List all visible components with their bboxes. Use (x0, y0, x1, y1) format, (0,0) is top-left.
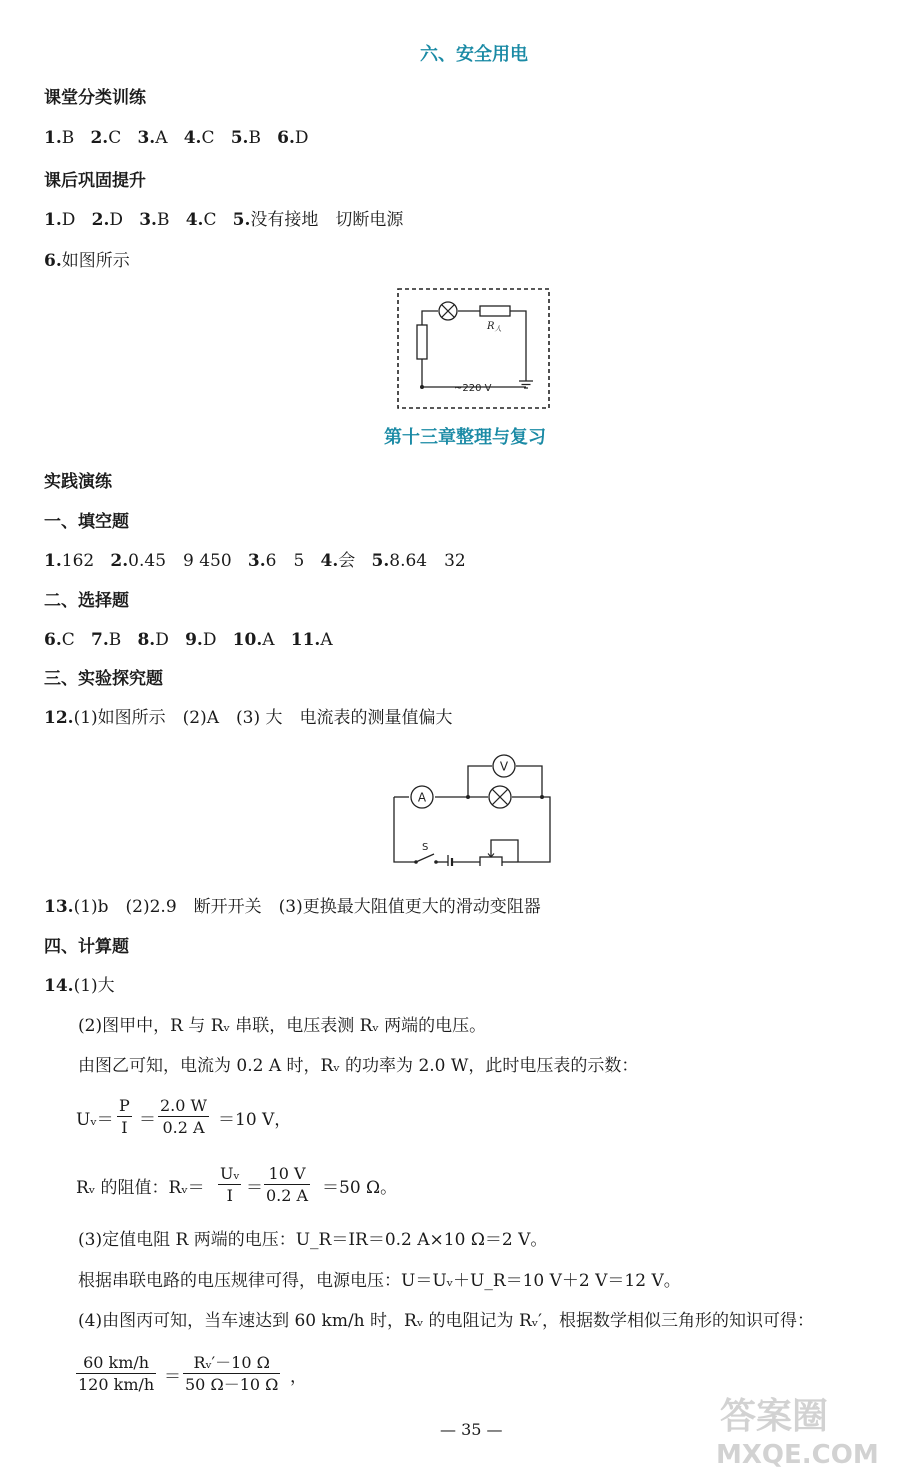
wire-volt-right (516, 766, 542, 797)
heading-after-class: 课后巩固提升 (44, 171, 146, 191)
choice-answers: 6.C 7.B 8.D 9.D 10.A 11.A (44, 630, 333, 650)
chapter-title: 第十三章整理与复习 (384, 427, 546, 448)
eq3-equals: ＝ (164, 1367, 181, 1387)
svg-text:S: S (422, 842, 429, 853)
calc-q14: 14.(1)大 (44, 976, 115, 996)
eq1-result: ＝10 V， (218, 1110, 292, 1130)
junction-right (540, 795, 544, 799)
eq2-fraction-1: $\frac{\text{Uᵥ}}{I}$ (220, 1164, 240, 1205)
voltmeter-icon (493, 755, 515, 777)
heading-choice: 二、选择题 (44, 591, 129, 611)
wire-top-left (422, 311, 438, 325)
eq3-fraction-1: $\frac{60 km/h}{120 km/h}$ (78, 1353, 155, 1394)
after-class-answers: 1.D 2.D 3.B 4.C 5.没有接地 切断电源 (44, 210, 404, 230)
figure-household-circuit (396, 287, 552, 411)
class-practice-answers: 1.B 2.C 3.A 4.C 5.B 6.D (44, 128, 309, 148)
eq1-lhs: Uᵥ＝ (76, 1110, 114, 1130)
calc-line-6: 根据串联电路的电压规律可得，电源电压：U＝Uᵥ＋U_R＝10 V＋2 V＝12 V。 (78, 1271, 681, 1291)
battery-icon (448, 855, 452, 866)
eq1-fraction-2: $\frac{2.0 W}{0.2 A}$ (160, 1096, 207, 1137)
junction-left (466, 795, 470, 799)
svg-text:A: A (417, 790, 427, 805)
heading-fill-blank: 一、填空题 (44, 512, 129, 532)
junction-dot (420, 385, 424, 389)
experiment-q12: 12.(1)如图所示 (2)A (3) 大 电流表的测量值偏大 (44, 708, 453, 728)
svg-text:V: V (499, 759, 509, 774)
watermark-logo: 答案圈 (720, 1396, 829, 1437)
eq2-fraction-2: $\frac{10 V}{0.2 A}$ (266, 1164, 309, 1205)
page-number: — 35 — (440, 1420, 503, 1439)
after-class-q6: 6.如图所示 (44, 251, 130, 271)
calc-line-5: (3)定值电阻 R 两端的电压：U_R＝IR＝0.2 A×10 Ω＝2 V。 (78, 1230, 548, 1250)
calc-line-7: (4)由图丙可知，当车速达到 60 km/h 时，Rᵥ 的电阻记为 Rᵥ′，根据数学相似三角形的知识可得： (78, 1311, 814, 1331)
section-title: 六、安全用电 (420, 44, 528, 65)
switch-icon (414, 842, 438, 864)
figure-measurement-circuit (388, 744, 554, 866)
wire-volt-left (468, 766, 492, 797)
lamp-icon (439, 302, 457, 320)
heading-practice: 实践演练 (44, 472, 112, 492)
fill-blank-answers: 1.162 2.0.45 9 450 3.6 5 4.会 5.8.64 32 (44, 551, 466, 571)
calc-line-2: 由图乙可知，电流为 0.2 A 时，Rᵥ 的功率为 2.0 W，此时电压表的示数： (78, 1056, 639, 1076)
eq2-result: ＝50 Ω。 (322, 1178, 398, 1198)
wire-left (394, 797, 416, 862)
eq1-fraction-1: $\frac{P}{I}$ (119, 1096, 130, 1137)
heading-calculation: 四、计算题 (44, 937, 129, 957)
heading-experiment: 三、实验探究题 (44, 669, 163, 689)
eq3-fraction-2: $\frac{\text{Rᵥ′－10 Ω}}{50 \Omega-10 \Omega}$ (185, 1353, 279, 1394)
eq3-result: ， (290, 1367, 307, 1387)
ammeter-icon (411, 786, 433, 808)
lamp-icon (489, 786, 511, 808)
source-label: ~220 V (454, 383, 492, 394)
heading-class-practice: 课堂分类训练 (44, 88, 146, 108)
resistor-label: $R_人$ (487, 321, 502, 333)
watermark-url: MXQE.COM (716, 1440, 879, 1470)
wire-right (510, 311, 526, 381)
eq2-equals: ＝ (246, 1178, 263, 1198)
eq2-prefix: Rᵥ 的阻值：Rᵥ＝ (76, 1178, 205, 1198)
eq1-equals: ＝ (139, 1110, 156, 1130)
experiment-q13: 13.(1)b (2)2.9 断开开关 (3)更换最大阻值更大的滑动变阻器 (44, 897, 541, 917)
body-resistor (480, 306, 510, 316)
left-resistor (417, 325, 427, 359)
calc-line-1: (2)图甲中，R 与 Rᵥ 串联，电压表测 Rᵥ 两端的电压。 (78, 1016, 487, 1036)
